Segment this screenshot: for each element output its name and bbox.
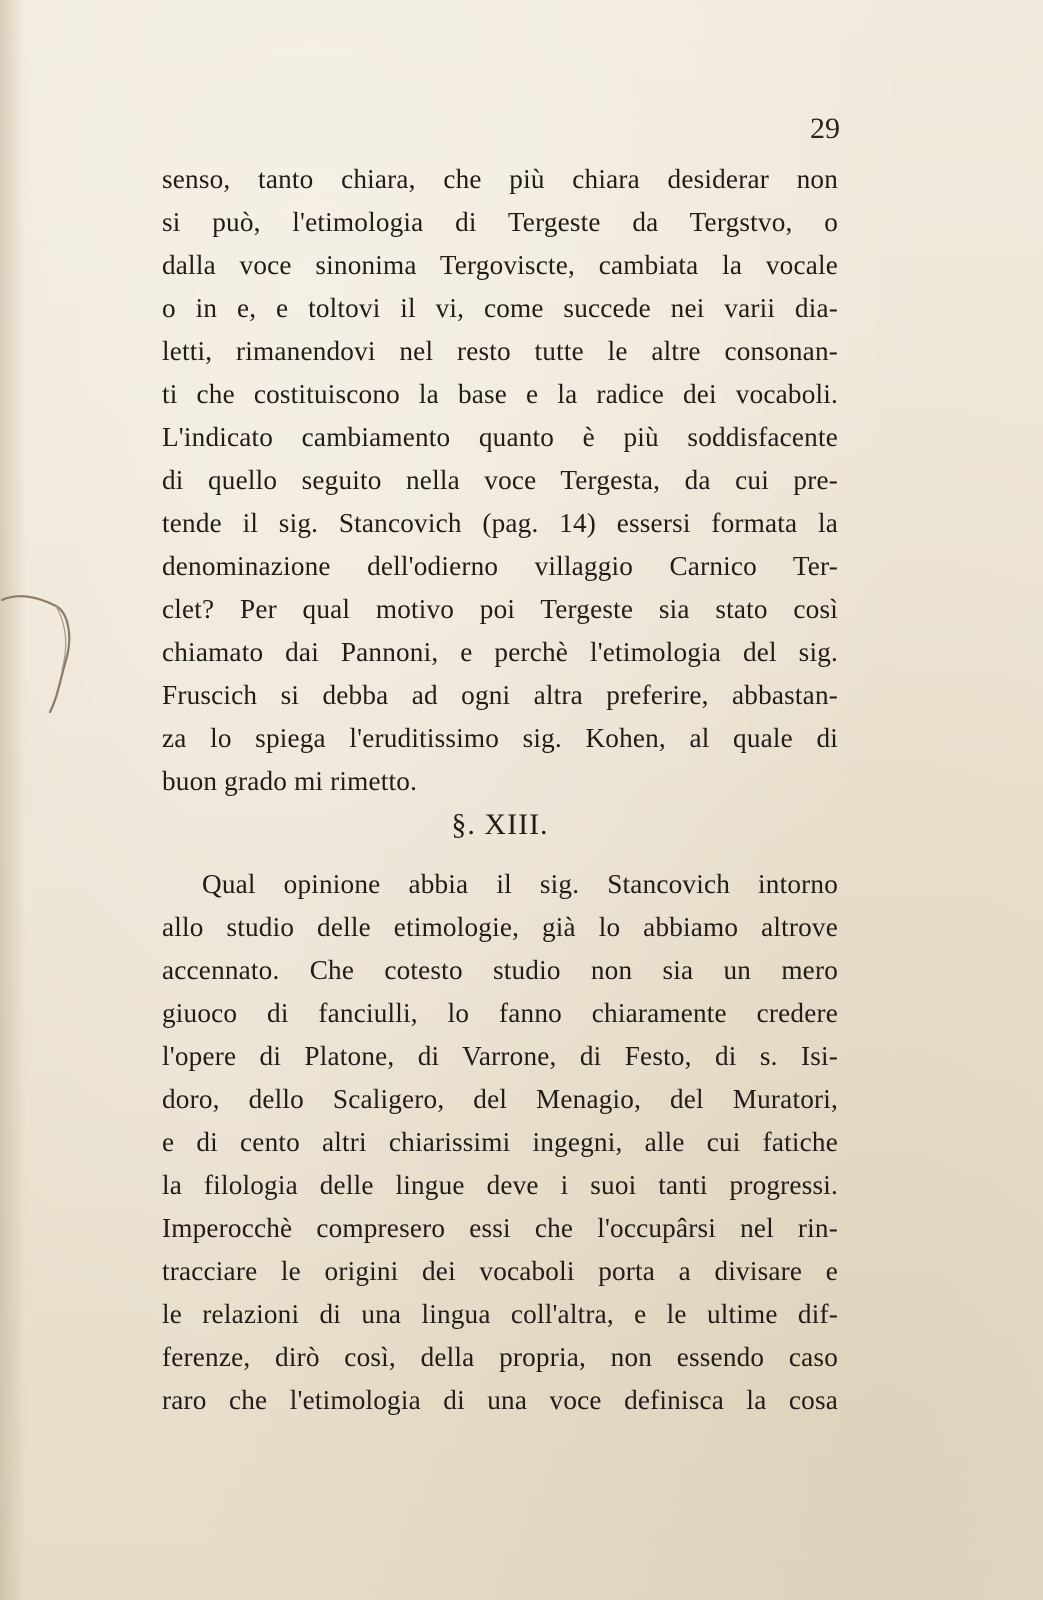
text-line: dalla voce sinonima Tergoviscte, cambiata la vocale bbox=[162, 250, 838, 280]
text-line: chiamato dai Pannoni, e perchè l'etimologia del sig. bbox=[162, 637, 838, 667]
text-line: tracciare le origini dei vocaboli porta a divisare e bbox=[162, 1256, 838, 1286]
text-line: letti, rimanendovi nel resto tutte le altre consonan- bbox=[162, 336, 838, 366]
text-line: tende il sig. Stancovich (pag. 14) essersi formata la bbox=[162, 508, 838, 538]
text-line: e di cento altri chiarissimi ingegni, alle cui fatiche bbox=[162, 1127, 838, 1157]
page-number: 29 bbox=[810, 112, 840, 145]
text-line: la filologia delle lingue deve i suoi tanti progressi. bbox=[162, 1170, 838, 1200]
text-line: l'opere di Platone, di Varrone, di Festo, di s. Isi- bbox=[162, 1041, 838, 1071]
text-line: doro, dello Scaligero, del Menagio, del Muratori, bbox=[162, 1084, 838, 1114]
text-line: si può, l'etimologia di Tergeste da Tergstvo, o bbox=[162, 207, 838, 237]
text-line: Fruscich si debba ad ogni altra preferire, abbastan- bbox=[162, 680, 838, 710]
text-line: o in e, e toltovi il vi, come succede nei varii dia- bbox=[162, 293, 838, 323]
text-line: buon grado mi rimetto. bbox=[162, 766, 418, 796]
text-line: za lo spiega l'eruditissimo sig. Kohen, al quale di bbox=[162, 723, 838, 753]
text-line: Imperocchè compresero essi che l'occupârsi nel rin- bbox=[162, 1213, 838, 1243]
page-edge-shadow bbox=[0, 0, 26, 1600]
text-line: le relazioni di una lingua coll'altra, e le ultime dif- bbox=[162, 1299, 838, 1329]
text-line: Qual opinione abbia il sig. Stancovich intorno bbox=[202, 869, 838, 899]
text-line: denominazione dell'odierno villaggio Carnico Ter- bbox=[162, 551, 838, 581]
paragraph-1 bbox=[162, 158, 838, 803]
text-line: giuoco di fanciulli, lo fanno chiaramente credere bbox=[162, 998, 838, 1028]
section-heading: §. XIII. bbox=[451, 808, 549, 841]
text-line: senso, tanto chiara, che più chiara desiderar non bbox=[162, 164, 838, 194]
text-line: raro che l'etimologia di una voce definisca la cosa bbox=[162, 1385, 838, 1415]
text-line: allo studio delle etimologie, già lo abbiamo altrove bbox=[162, 912, 838, 942]
text-line: accennato. Che cotesto studio non sia un mero bbox=[162, 955, 838, 985]
paragraph-2 bbox=[162, 863, 838, 1422]
text-line: di quello seguito nella voce Tergesta, da cui pre- bbox=[162, 465, 838, 495]
text-line: clet? Per qual motivo poi Tergeste sia stato così bbox=[162, 594, 838, 624]
text-line: ferenze, dirò così, della propria, non essendo caso bbox=[162, 1342, 838, 1372]
text-line: ti che costituiscono la base e la radice dei vocaboli. bbox=[162, 379, 838, 409]
text-line: L'indicato cambiamento quanto è più soddisfacente bbox=[162, 422, 838, 452]
loose-thread-image bbox=[0, 580, 80, 720]
